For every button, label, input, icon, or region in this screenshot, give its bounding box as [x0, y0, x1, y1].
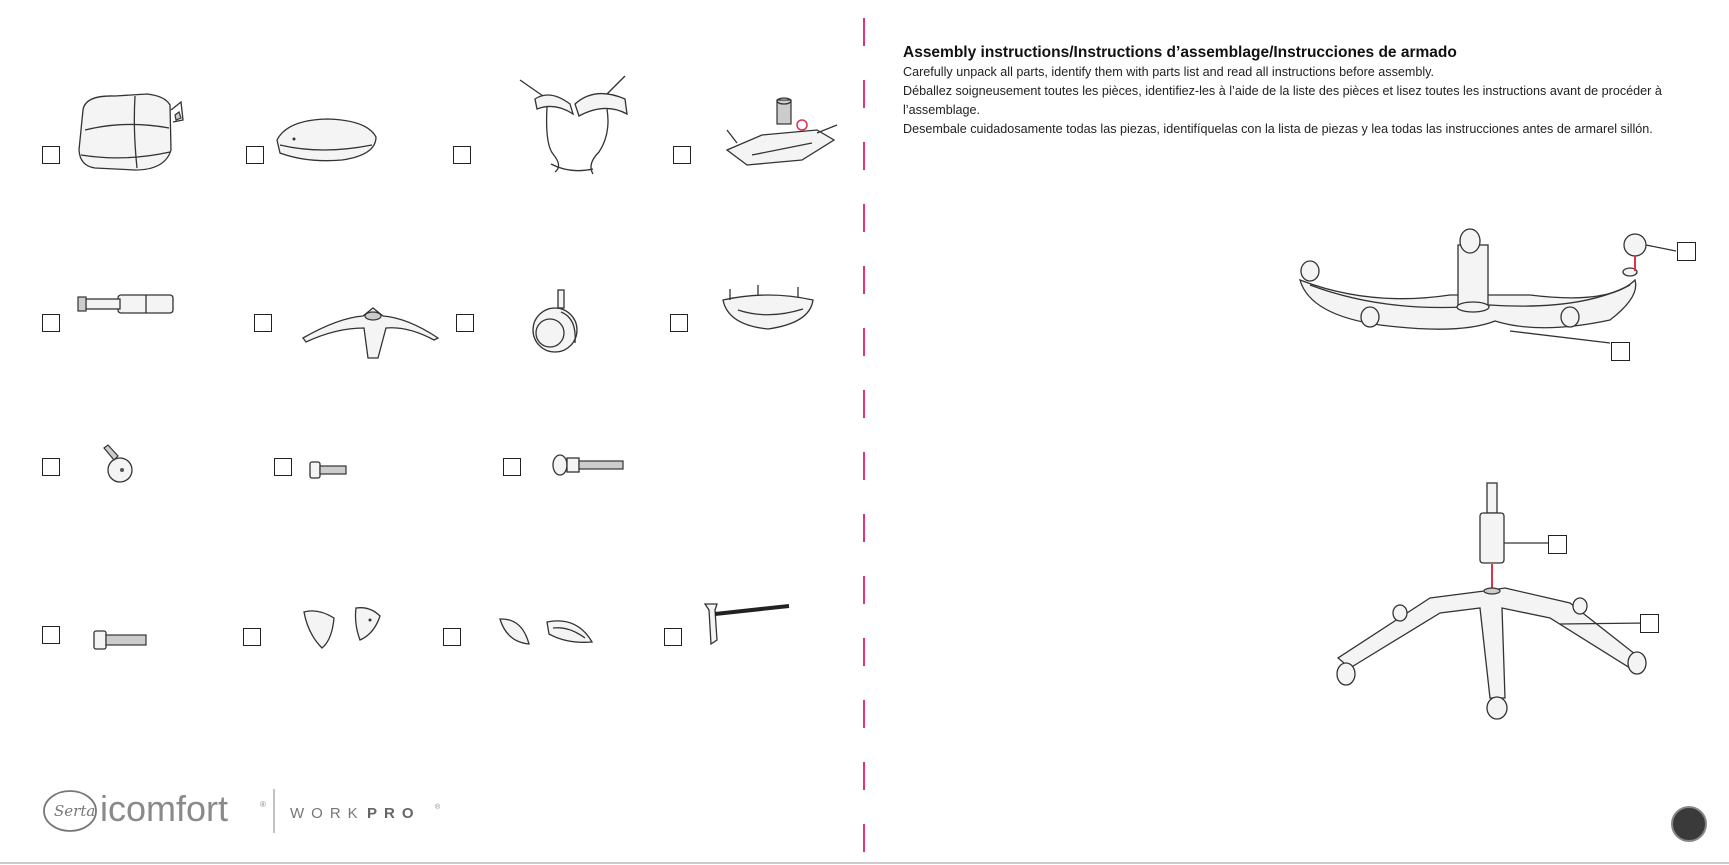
part-checkbox[interactable]: [503, 458, 521, 476]
instructions-fr: Déballez soigneusement toutes les pièces, identifiez-les à l’aide de la liste des pièces et lisez toutes les instructions avant de procéder à l’assemblage.: [903, 84, 1662, 117]
workpro-light-text: WORK: [290, 805, 365, 822]
part-checkbox[interactable]: [456, 314, 474, 332]
caster-icon: [525, 288, 585, 358]
brand-logo: [42, 785, 462, 833]
long-bolt-icon: [92, 629, 148, 651]
allen-wrench-icon: [703, 600, 793, 650]
icomfort-tm: ®: [260, 800, 266, 809]
step2-diagram: [1330, 478, 1660, 738]
gas-cylinder-icon: [78, 290, 183, 320]
step1-caster-label[interactable]: [1677, 242, 1696, 261]
icomfort-logo-text: icomfort: [100, 788, 229, 829]
part-checkbox[interactable]: [274, 458, 292, 476]
part-checkbox[interactable]: [453, 146, 471, 164]
part-checkbox[interactable]: [673, 146, 691, 164]
part-checkbox[interactable]: [42, 314, 60, 332]
instructions-en: Carefully unpack all parts, identify them with parts list and read all instructions before assembly.: [903, 65, 1435, 79]
part-checkbox[interactable]: [246, 146, 264, 164]
instructions-title: Assembly instructions/Instructions d’assemblage/Instrucciones de armado: [903, 44, 1457, 61]
side-covers-icon: [300, 604, 385, 654]
part-checkbox[interactable]: [254, 314, 272, 332]
step1-base-label[interactable]: [1611, 342, 1630, 361]
seat-cushion-icon: [272, 115, 382, 165]
workpro-reg: ®: [435, 804, 441, 811]
part-checkbox[interactable]: [670, 314, 688, 332]
mechanism-plate-icon: [722, 95, 842, 175]
washer-bolt-icon: [550, 453, 625, 479]
part-checkbox[interactable]: [243, 628, 261, 646]
step2-cylinder-label[interactable]: [1548, 535, 1567, 554]
short-bolt-icon: [308, 460, 348, 482]
page-nav-button[interactable]: [1671, 806, 1707, 842]
instructions-es: Desembale cuidadosamente todas las piezas, identifíquelas con la lista de piezas y lea todas las instrucciones antes de armarel sillón.: [903, 122, 1653, 136]
part-checkbox[interactable]: [443, 628, 461, 646]
part-checkbox[interactable]: [42, 458, 60, 476]
chair-base-icon: [298, 298, 443, 363]
page-divider: [863, 18, 865, 848]
backrest-icon: [75, 90, 190, 175]
part-checkbox[interactable]: [42, 146, 60, 164]
workpro-bold-text: PRO: [367, 805, 421, 822]
arm-covers-icon: [497, 614, 597, 654]
bottom-rule: [0, 862, 1729, 864]
seat-cover-plate-icon: [718, 285, 818, 335]
armrests-icon: [515, 74, 640, 184]
step2-base-label[interactable]: [1640, 614, 1659, 633]
serta-logo-text: Serta: [54, 802, 96, 820]
part-checkbox[interactable]: [42, 626, 60, 644]
step1-diagram: [1290, 225, 1710, 365]
part-checkbox[interactable]: [664, 628, 682, 646]
knob-bolt-icon: [100, 444, 140, 484]
